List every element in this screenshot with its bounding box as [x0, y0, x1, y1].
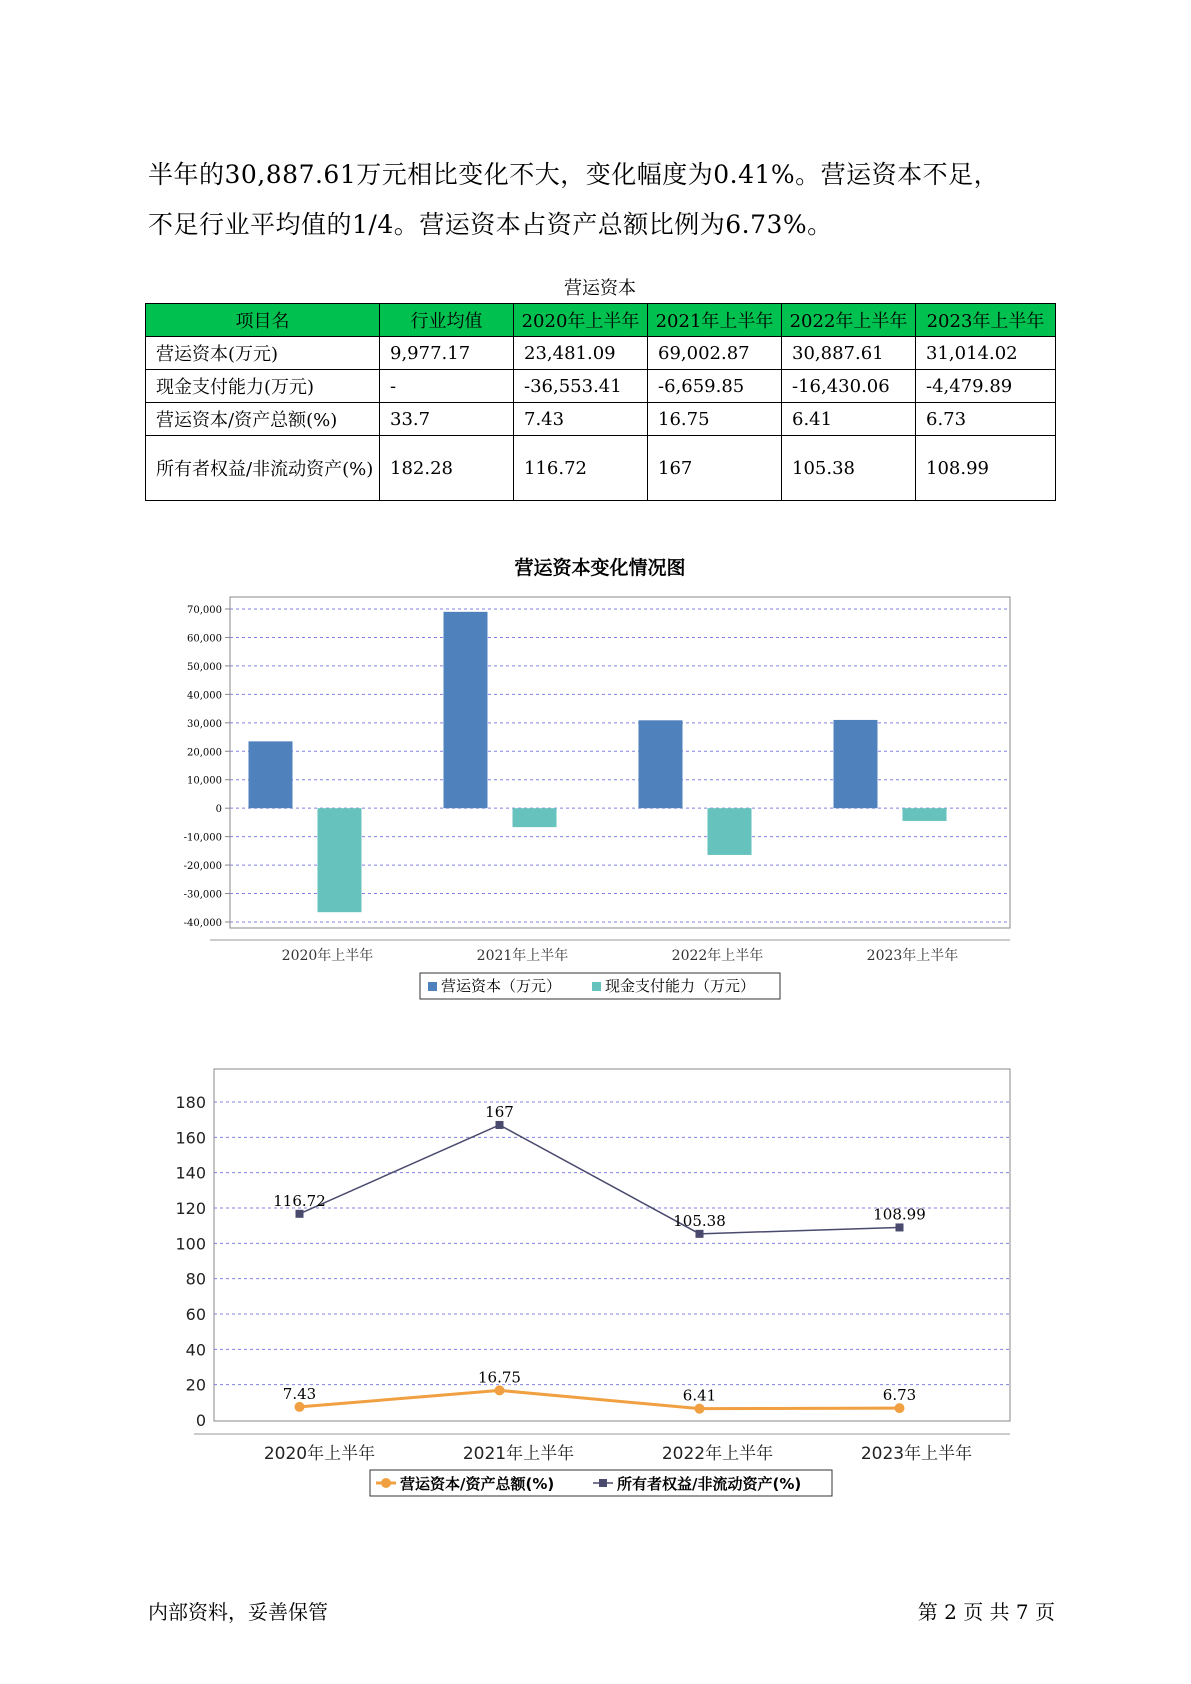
paragraph-line-1: 半年的30,887.61万元相比变化不大，变化幅度为0.41%。营运资本不足， — [148, 160, 1000, 189]
data-label: 6.73 — [882, 1386, 917, 1405]
y-tick-label: 80 — [185, 1269, 206, 1289]
x-tick-label: 2021年上半年 — [462, 1444, 575, 1464]
legend-label: 营运资本（万元） — [441, 977, 562, 995]
x-tick-label: 2023年上半年 — [866, 948, 959, 964]
data-label: 6.41 — [682, 1386, 717, 1405]
bar-cash-payment — [903, 808, 947, 821]
legend-label: 营运资本/资产总额(%) — [400, 1475, 555, 1493]
bar-cash-payment — [513, 808, 557, 827]
table-cell: 6.73 — [916, 403, 1056, 436]
y-tick-label: 60 — [185, 1305, 206, 1324]
legend-swatch — [428, 982, 437, 991]
y-tick-label: 50,000 — [187, 661, 222, 673]
y-tick-label: -40,000 — [183, 918, 222, 929]
table-header-cell: 2020年上半年 — [514, 304, 648, 337]
table-header-cell: 2021年上半年 — [648, 304, 782, 337]
data-point — [296, 1210, 304, 1218]
y-tick-label: 160 — [175, 1128, 206, 1148]
footer-confidential: 内部资料，妥善保管 — [148, 1600, 328, 1624]
y-tick-label: -20,000 — [183, 861, 222, 873]
data-label: 167 — [485, 1102, 514, 1121]
table-cell: 167 — [648, 436, 782, 501]
table-cell: 23,481.09 — [514, 337, 648, 370]
data-point — [896, 1223, 904, 1231]
x-tick-label: 2020年上半年 — [263, 1444, 376, 1464]
data-label: 116.72 — [273, 1191, 326, 1210]
plot-area — [214, 1069, 1010, 1421]
data-point — [295, 1402, 305, 1412]
y-tick-label: 70,000 — [187, 605, 222, 616]
data-label: 105.38 — [673, 1211, 726, 1230]
legend-label: 现金支付能力（万元） — [605, 977, 756, 995]
table-cell: 108.99 — [916, 436, 1056, 501]
table-cell: 营运资本/资产总额(%) — [146, 403, 380, 436]
bar-cash-payment — [318, 808, 362, 912]
table-caption: 营运资本 — [564, 278, 636, 299]
table-cell: 现金支付能力(万元) — [146, 370, 380, 403]
footer-page-number: 第 2 页 共 7 页 — [917, 1600, 1055, 1624]
y-tick-label: 140 — [175, 1163, 206, 1183]
x-tick-label: 2023年上半年 — [860, 1444, 973, 1464]
bar-working-capital — [249, 741, 293, 808]
table-cell: 7.43 — [514, 403, 648, 436]
table-header-cell: 项目名 — [146, 304, 380, 337]
bar-chart-title: 营运资本变化情况图 — [514, 557, 686, 579]
table-cell: -36,553.41 — [514, 370, 648, 403]
table-cell: 31,014.02 — [916, 337, 1056, 370]
x-tick-label: 2020年上半年 — [281, 948, 374, 964]
y-tick-label: 30,000 — [187, 718, 222, 730]
paragraph-line-2: 不足行业平均值的1/4。营运资本占资产总额比例为6.73%。 — [148, 210, 833, 239]
table-cell: 营运资本(万元) — [146, 337, 380, 370]
table-header-cell: 行业均值 — [380, 304, 514, 337]
data-label: 108.99 — [873, 1205, 926, 1224]
y-tick-label: 40 — [185, 1340, 206, 1360]
table-cell: -16,430.06 — [782, 370, 916, 403]
y-tick-label: 100 — [175, 1234, 206, 1254]
data-point — [895, 1403, 905, 1413]
table-header-cell: 2022年上半年 — [782, 304, 916, 337]
table-cell: 所有者权益/非流动资产(%) — [146, 436, 380, 501]
data-label: 16.75 — [478, 1368, 521, 1387]
bar-cash-payment — [708, 808, 752, 855]
x-tick-label: 2022年上半年 — [661, 1444, 774, 1464]
y-tick-label: 180 — [175, 1093, 206, 1112]
legend-swatch — [381, 1478, 391, 1488]
data-point — [695, 1404, 705, 1414]
table-cell: 16.75 — [648, 403, 782, 436]
table-cell: 9,977.17 — [380, 337, 514, 370]
table-cell: 33.7 — [380, 403, 514, 436]
table-header-cell: 2023年上半年 — [916, 304, 1056, 337]
table-cell: -4,479.89 — [916, 370, 1056, 403]
y-tick-label: -10,000 — [183, 832, 222, 844]
data-point — [495, 1385, 505, 1395]
y-tick-label: -30,000 — [183, 889, 222, 901]
data-point — [496, 1121, 504, 1129]
table-cell: 30,887.61 — [782, 337, 916, 370]
y-tick-label: 0 — [215, 804, 222, 816]
y-tick-label: 20 — [185, 1375, 206, 1395]
data-point — [696, 1230, 704, 1238]
table-cell: 69,002.87 — [648, 337, 782, 370]
table-cell: 116.72 — [514, 436, 648, 501]
y-tick-label: 10,000 — [187, 775, 222, 787]
y-tick-label: 60,000 — [187, 633, 222, 645]
y-tick-label: 120 — [175, 1199, 206, 1218]
legend-label: 所有者权益/非流动资产(%) — [617, 1475, 802, 1493]
y-tick-label: 40,000 — [187, 690, 222, 702]
y-tick-label: 20,000 — [187, 747, 222, 759]
bar-working-capital — [444, 612, 488, 808]
x-tick-label: 2021年上半年 — [476, 948, 569, 964]
table-cell: 182.28 — [380, 436, 514, 501]
y-tick-label: 0 — [195, 1411, 206, 1430]
bar-working-capital — [639, 720, 683, 808]
legend-swatch — [592, 982, 601, 991]
x-tick-label: 2022年上半年 — [671, 948, 764, 964]
bar-working-capital — [834, 720, 878, 808]
legend-swatch — [599, 1479, 607, 1487]
table-cell: 105.38 — [782, 436, 916, 501]
table-cell: - — [380, 370, 514, 403]
table-cell: -6,659.85 — [648, 370, 782, 403]
data-label: 7.43 — [282, 1384, 317, 1403]
table-cell: 6.41 — [782, 403, 916, 436]
